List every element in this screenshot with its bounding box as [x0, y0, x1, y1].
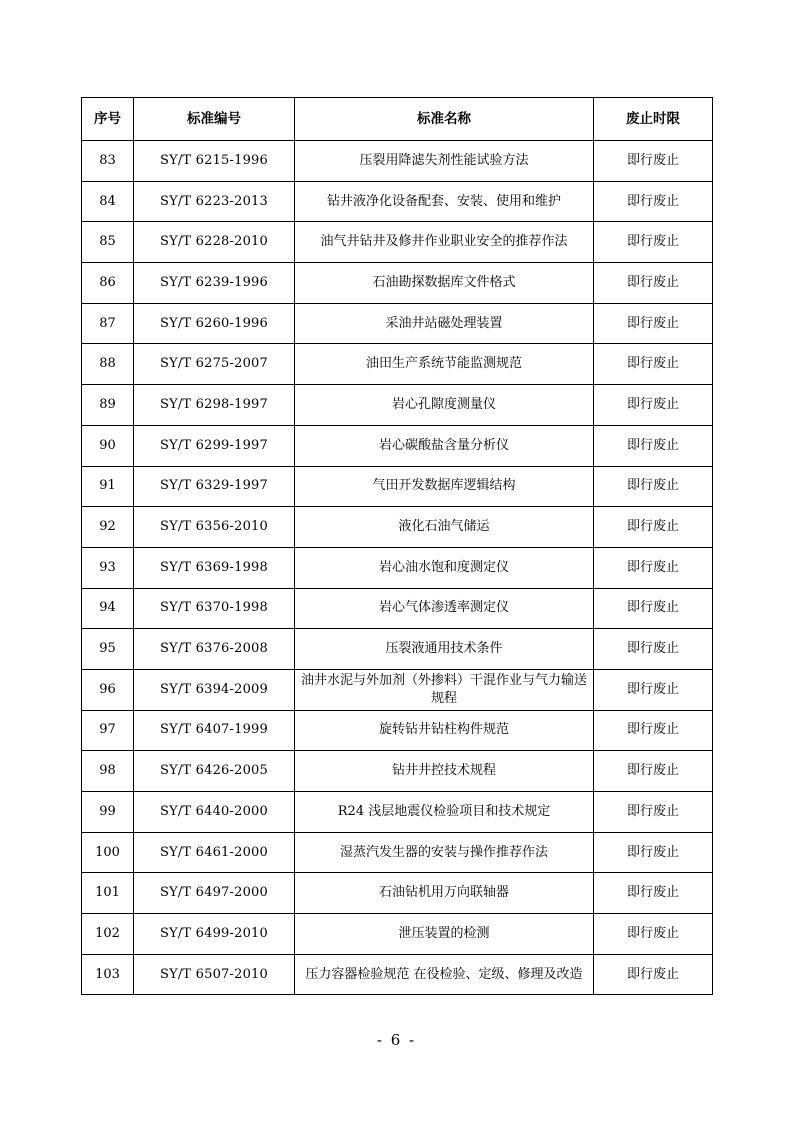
cell-standard-name: 泄压装置的检测	[295, 914, 594, 955]
cell-status: 即行废止	[594, 466, 713, 507]
table-row	[82, 425, 713, 466]
page-number: - 6 -	[376, 1031, 417, 1049]
cell-standard-name: 湿蒸汽发生器的安装与操作推荐作法	[295, 832, 594, 873]
cell-number: 95	[82, 629, 134, 670]
cell-number: 100	[82, 832, 134, 873]
standards-table	[81, 97, 713, 995]
cell-standard-code: SY/T 6369-1998	[134, 547, 295, 588]
cell-standard-code: SY/T 6223-2013	[134, 181, 295, 222]
table-row	[82, 263, 713, 304]
cell-standard-code: SY/T 6497-2000	[134, 873, 295, 914]
cell-number: 87	[82, 303, 134, 344]
table-row	[82, 710, 713, 751]
cell-standard-code: SY/T 6260-1996	[134, 303, 295, 344]
table-row	[82, 181, 713, 222]
cell-number: 89	[82, 385, 134, 426]
cell-status: 即行废止	[594, 141, 713, 182]
cell-standard-code: SY/T 6299-1997	[134, 425, 295, 466]
cell-standard-code: SY/T 6426-2005	[134, 751, 295, 792]
cell-status: 即行废止	[594, 710, 713, 751]
table-row	[82, 629, 713, 670]
table-header-row	[82, 98, 713, 141]
header-status: 废止时限	[594, 98, 713, 141]
table-row	[82, 832, 713, 873]
cell-status: 即行废止	[594, 751, 713, 792]
cell-standard-name: 油田生产系统节能监测规范	[295, 344, 594, 385]
cell-status: 即行废止	[594, 629, 713, 670]
cell-standard-name: 石油钻机用万向联轴器	[295, 873, 594, 914]
table-row	[82, 344, 713, 385]
header-number: 序号	[82, 98, 134, 141]
cell-status: 即行废止	[594, 385, 713, 426]
cell-number: 90	[82, 425, 134, 466]
cell-number: 91	[82, 466, 134, 507]
cell-number: 103	[82, 954, 134, 995]
cell-number: 99	[82, 792, 134, 833]
cell-status: 即行废止	[594, 873, 713, 914]
cell-standard-code: SY/T 6298-1997	[134, 385, 295, 426]
cell-standard-code: SY/T 6394-2009	[134, 669, 295, 710]
cell-status: 即行废止	[594, 303, 713, 344]
cell-standard-name: 油气井钻井及修井作业职业安全的推荐作法	[295, 222, 594, 263]
cell-standard-code: SY/T 6499-2010	[134, 914, 295, 955]
cell-standard-code: SY/T 6356-2010	[134, 507, 295, 548]
cell-status: 即行废止	[594, 914, 713, 955]
cell-standard-name: 压裂用降滤失剂性能试验方法	[295, 141, 594, 182]
cell-standard-name: 压力容器检验规范 在役检验、定级、修理及改造	[295, 954, 594, 995]
table-row	[82, 547, 713, 588]
table-row	[82, 669, 713, 710]
cell-standard-name: 钻井井控技术规程	[295, 751, 594, 792]
table-row	[82, 914, 713, 955]
table-row	[82, 222, 713, 263]
cell-number: 88	[82, 344, 134, 385]
cell-number: 102	[82, 914, 134, 955]
cell-status: 即行废止	[594, 547, 713, 588]
cell-standard-name: 岩心气体渗透率测定仪	[295, 588, 594, 629]
cell-status: 即行废止	[594, 344, 713, 385]
table-row	[82, 792, 713, 833]
table-row	[82, 588, 713, 629]
cell-standard-code: SY/T 6461-2000	[134, 832, 295, 873]
cell-status: 即行废止	[594, 263, 713, 304]
table-row	[82, 141, 713, 182]
cell-standard-name: 岩心孔隙度测量仪	[295, 385, 594, 426]
cell-status: 即行废止	[594, 507, 713, 548]
cell-standard-name: 石油勘探数据库文件格式	[295, 263, 594, 304]
table-row	[82, 466, 713, 507]
cell-status: 即行废止	[594, 222, 713, 263]
cell-number: 86	[82, 263, 134, 304]
table-row	[82, 507, 713, 548]
cell-status: 即行废止	[594, 588, 713, 629]
cell-status: 即行废止	[594, 669, 713, 710]
cell-standard-code: SY/T 6239-1996	[134, 263, 295, 304]
cell-status: 即行废止	[594, 832, 713, 873]
cell-standard-name: 采油井站磁处理装置	[295, 303, 594, 344]
cell-standard-name: 油井水泥与外加剂（外掺料）干混作业与气力输送规程	[295, 669, 594, 710]
cell-number: 96	[82, 669, 134, 710]
cell-number: 101	[82, 873, 134, 914]
cell-standard-name: 旋转钻井钻柱构件规范	[295, 710, 594, 751]
cell-standard-code: SY/T 6376-2008	[134, 629, 295, 670]
cell-standard-name: R24 浅层地震仪检验项目和技术规定	[295, 792, 594, 833]
cell-status: 即行废止	[594, 792, 713, 833]
cell-number: 84	[82, 181, 134, 222]
table-row	[82, 303, 713, 344]
cell-standard-code: SY/T 6228-2010	[134, 222, 295, 263]
cell-standard-code: SY/T 6407-1999	[134, 710, 295, 751]
cell-standard-name: 气田开发数据库逻辑结构	[295, 466, 594, 507]
table-row	[82, 954, 713, 995]
table-body	[82, 141, 713, 995]
cell-number: 85	[82, 222, 134, 263]
cell-standard-code: SY/T 6507-2010	[134, 954, 295, 995]
cell-standard-code: SY/T 6370-1998	[134, 588, 295, 629]
table-row	[82, 873, 713, 914]
cell-standard-name: 压裂液通用技术条件	[295, 629, 594, 670]
cell-standard-name: 岩心碳酸盐含量分析仪	[295, 425, 594, 466]
header-code: 标准编号	[134, 98, 295, 141]
cell-number: 98	[82, 751, 134, 792]
cell-standard-name: 液化石油气储运	[295, 507, 594, 548]
cell-number: 94	[82, 588, 134, 629]
table-row	[82, 751, 713, 792]
cell-standard-code: SY/T 6215-1996	[134, 141, 295, 182]
cell-number: 97	[82, 710, 134, 751]
cell-standard-code: SY/T 6440-2000	[134, 792, 295, 833]
cell-standard-code: SY/T 6329-1997	[134, 466, 295, 507]
cell-number: 93	[82, 547, 134, 588]
cell-number: 92	[82, 507, 134, 548]
table-row	[82, 385, 713, 426]
cell-number: 83	[82, 141, 134, 182]
cell-standard-name: 钻井液净化设备配套、安装、使用和维护	[295, 181, 594, 222]
cell-status: 即行废止	[594, 425, 713, 466]
header-name: 标准名称	[295, 98, 594, 141]
cell-standard-name: 岩心油水饱和度测定仪	[295, 547, 594, 588]
cell-status: 即行废止	[594, 954, 713, 995]
cell-standard-code: SY/T 6275-2007	[134, 344, 295, 385]
cell-status: 即行废止	[594, 181, 713, 222]
